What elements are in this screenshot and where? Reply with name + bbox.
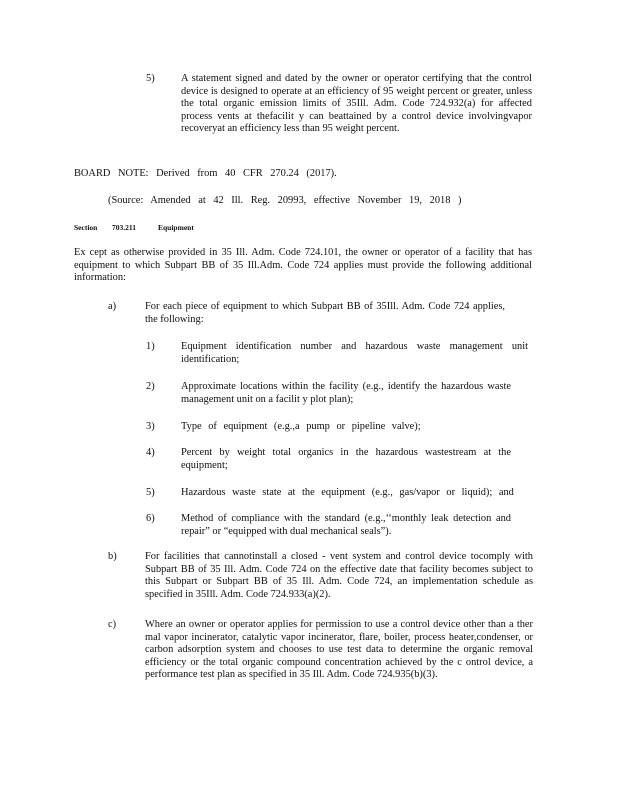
board-note: BOARD NOTE: Derived from 40 CFR 270.24 (2017). [74,168,337,179]
subitem-6-number: 6) [146,513,155,524]
item-a-number: a) [108,301,117,312]
item-b-text: For facilities that cannotinstall a closed - vent system and control device tocomply with Subpart BB of 35 Ill. Adm. Code 724 on the effective date that facility becomes subject to this Subpart or Subpart BB of 35 Ill. Adm. Code 724, an implementation schedule as specified in 35Ill. Adm. Code 724.933(a)(2). [145,551,533,600]
item-5-number: 5) [146,73,155,84]
subitem-2-text: Approximate locations within the facility (e.g., identify the hazardous waste management unit on a facilit y plot plan); [181,381,511,405]
subitem-1-number: 1) [146,341,155,352]
section-number: 703.211 [112,223,136,232]
subitem-3-text: Type of equipment (e.g.,a pump or pipeline valve); [181,421,421,432]
item-c-number: c) [108,619,117,630]
section-label: Section [74,223,98,232]
section-title: Equipment [158,223,194,232]
subitem-1-text: Equipment identification number and hazardous waste management unit identification; [181,341,528,365]
item-5-text: A statement signed and dated by the owner or operator certifying that the control device is designed to operate at an efficiency of 95 weight percent or greater, unless the total organic emission limits of 35Ill. Adm. Code 724.932(a) for affected process vents at thefacilit y can beattained by a control device involvingvapor recoveryat an efficiency less than 95 weight percent. [181,73,532,135]
subitem-5-number: 5) [146,487,155,498]
subitem-4-text: Percent by weight total organics in the hazardous wastestream at the equipment; [181,447,511,471]
item-b-number: b) [108,551,117,562]
intro-paragraph: Ex cept as otherwise provided in 35 Ill. Adm. Code 724.101, the owner or operator of a facility that has equipment to which Subpart BB of 35 Ill.Adm. Code 724 applies must provide the following additional information: [74,247,532,284]
subitem-4-number: 4) [146,447,155,458]
item-c-text: Where an owner or operator applies for permission to use a control device other than a ther mal vapor incinerator, catalytic vapor incinerator, flare, boiler, process heater,condenser, or carbon adsorption system and chooses to use test data to determine the organic removal efficiency or the total organic compound concentration achieved by the c ontrol device, a performance test plan as specified in 35 Ill. Adm. Code 724.935(b)(3). [145,619,533,681]
subitem-2-number: 2) [146,381,155,392]
subitem-6-text: Method of compliance with the standard (e.g.,‘‘monthly leak detection and repair” or “equipped with dual mechanical seals”). [181,513,511,537]
source-note: (Source: Amended at 42 Ill. Reg. 20993, effective November 19, 2018 ) [108,195,462,206]
subitem-3-number: 3) [146,421,155,432]
item-a-text: For each piece of equipment to which Subpart BB of 35Ill. Adm. Code 724 applies, the following: [145,301,505,325]
subitem-5-text: Hazardous waste state at the equipment (e.g., gas/vapor or liquid); and [181,487,514,498]
